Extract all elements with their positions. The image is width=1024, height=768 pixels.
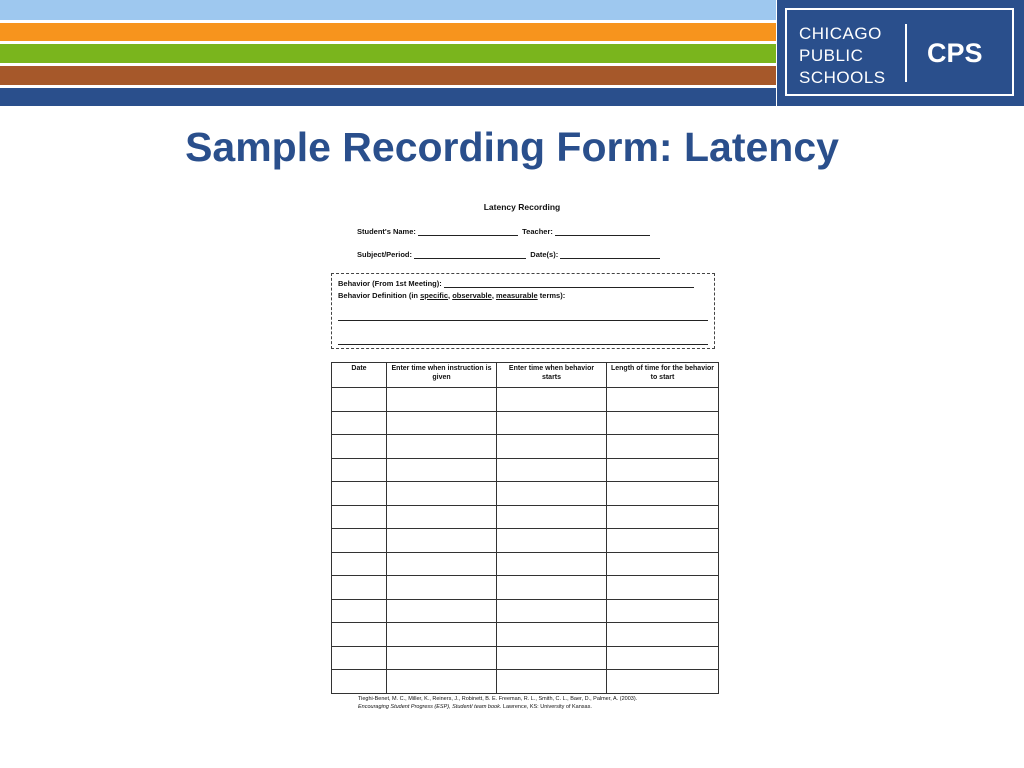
table-cell xyxy=(607,435,719,459)
logo-divider xyxy=(905,24,907,82)
table-cell xyxy=(332,388,387,412)
stripe-light-blue xyxy=(0,0,776,20)
stripe-brown xyxy=(0,66,776,85)
latency-table xyxy=(331,362,719,694)
column-header-instruction-time: Enter time when instruction is given xyxy=(387,363,497,388)
table-row xyxy=(332,670,719,694)
table-cell xyxy=(497,411,607,435)
table-cell xyxy=(607,670,719,694)
definition-prefix: Behavior Definition (in xyxy=(338,291,421,300)
cps-logo xyxy=(777,0,1024,106)
table-cell xyxy=(332,552,387,576)
citation-title: Encouraging Student Progress (ESP), Student/ team book. xyxy=(358,704,502,710)
citation-publisher: Lawrence, KS: University of Kansas. xyxy=(501,704,592,710)
logo-frame xyxy=(785,8,1014,96)
logo-abbreviation: CPS xyxy=(927,38,983,68)
subject-label: Subject/Period: xyxy=(357,250,413,259)
table-cell xyxy=(387,670,497,694)
stripe-orange xyxy=(0,23,776,41)
table-cell xyxy=(332,646,387,670)
table-cell xyxy=(387,458,497,482)
table-row xyxy=(332,552,719,576)
table-cell xyxy=(387,482,497,506)
table-cell xyxy=(497,388,607,412)
table-cell xyxy=(497,435,607,459)
table-cell xyxy=(607,411,719,435)
table-cell xyxy=(332,458,387,482)
table-cell xyxy=(497,599,607,623)
table-cell xyxy=(497,482,607,506)
table-cell xyxy=(387,576,497,600)
student-name-blank xyxy=(418,227,518,236)
definition-rule xyxy=(338,344,708,345)
table-cell xyxy=(332,482,387,506)
column-header-latency-length: Length of time for the behavior to start xyxy=(607,363,719,388)
logo-line: CHICAGO xyxy=(799,24,882,43)
table-cell xyxy=(387,411,497,435)
behavior-label: Behavior (From 1st Meeting): xyxy=(338,279,442,288)
table-cell xyxy=(607,458,719,482)
table-cell xyxy=(497,623,607,647)
stripe-dark-blue xyxy=(0,88,776,106)
definition-measurable: measurable xyxy=(495,291,538,300)
table-row xyxy=(332,435,719,459)
table-cell xyxy=(387,529,497,553)
definition-specific: specific xyxy=(420,291,449,300)
definition-sep: , xyxy=(448,291,453,300)
table-cell xyxy=(607,552,719,576)
table-cell xyxy=(607,623,719,647)
table-cell xyxy=(607,482,719,506)
table-cell xyxy=(332,435,387,459)
table-cell xyxy=(497,458,607,482)
table-cell xyxy=(332,599,387,623)
table-row xyxy=(332,458,719,482)
subject-blank xyxy=(414,250,526,259)
logo-line: PUBLIC xyxy=(799,46,864,65)
student-name-label: Student's Name: xyxy=(357,227,416,236)
table-cell xyxy=(387,505,497,529)
table-cell xyxy=(497,646,607,670)
table-cell xyxy=(607,529,719,553)
logo-line: SCHOOLS xyxy=(799,68,886,87)
dates-label: Date(s): xyxy=(530,250,559,259)
table-row xyxy=(332,411,719,435)
behavior-box xyxy=(331,273,715,349)
table-cell xyxy=(387,388,497,412)
dates-blank xyxy=(560,250,660,259)
subject-line xyxy=(357,250,660,259)
table-cell xyxy=(497,529,607,553)
table-cell xyxy=(387,623,497,647)
table-cell xyxy=(607,388,719,412)
table-row xyxy=(332,623,719,647)
slide-title: Sample Recording Form: Latency xyxy=(185,124,839,170)
behavior-line xyxy=(338,279,694,288)
definition-sep: , xyxy=(491,291,496,300)
table-cell xyxy=(387,435,497,459)
definition-observable: observable xyxy=(452,291,492,300)
teacher-label: Teacher: xyxy=(522,227,553,236)
student-name-line xyxy=(357,227,650,236)
table-header-row xyxy=(332,363,719,388)
table-cell xyxy=(332,505,387,529)
table-cell xyxy=(497,505,607,529)
latency-form-image xyxy=(330,196,722,716)
header-stripes xyxy=(0,0,776,106)
behavior-blank xyxy=(444,279,694,288)
table-cell xyxy=(332,411,387,435)
column-header-date: Date xyxy=(332,363,387,388)
table-row xyxy=(332,576,719,600)
table-cell xyxy=(332,670,387,694)
table-body xyxy=(332,388,719,694)
table-cell xyxy=(332,623,387,647)
column-header-behavior-start: Enter time when behavior starts xyxy=(497,363,607,388)
table-cell xyxy=(497,670,607,694)
table-row xyxy=(332,505,719,529)
teacher-blank xyxy=(555,227,650,236)
table-cell xyxy=(332,529,387,553)
form-title: Latency Recording xyxy=(483,202,561,212)
citation-source xyxy=(358,703,718,711)
table-row xyxy=(332,646,719,670)
table-row xyxy=(332,529,719,553)
citation xyxy=(358,695,718,711)
table-cell xyxy=(607,505,719,529)
table-cell xyxy=(387,552,497,576)
logo-wordmark xyxy=(799,23,886,89)
stripe-green xyxy=(0,44,776,63)
table-cell xyxy=(607,646,719,670)
table-row xyxy=(332,599,719,623)
table-cell xyxy=(332,576,387,600)
table-row xyxy=(332,388,719,412)
table-cell xyxy=(387,646,497,670)
definition-line xyxy=(338,291,565,300)
table-cell xyxy=(607,599,719,623)
definition-rule xyxy=(338,320,708,321)
table-cell xyxy=(497,576,607,600)
table-cell xyxy=(607,576,719,600)
citation-authors: Tieghi-Benet, M. C., Miller, K., Reiners, J., Robinett, B. E. Freeman, R. L., Smith, C. L., Baer, D., Palmer, A. (2003). xyxy=(358,696,638,702)
definition-suffix: terms): xyxy=(537,291,566,300)
table-cell xyxy=(497,552,607,576)
table-row xyxy=(332,482,719,506)
table-cell xyxy=(387,599,497,623)
